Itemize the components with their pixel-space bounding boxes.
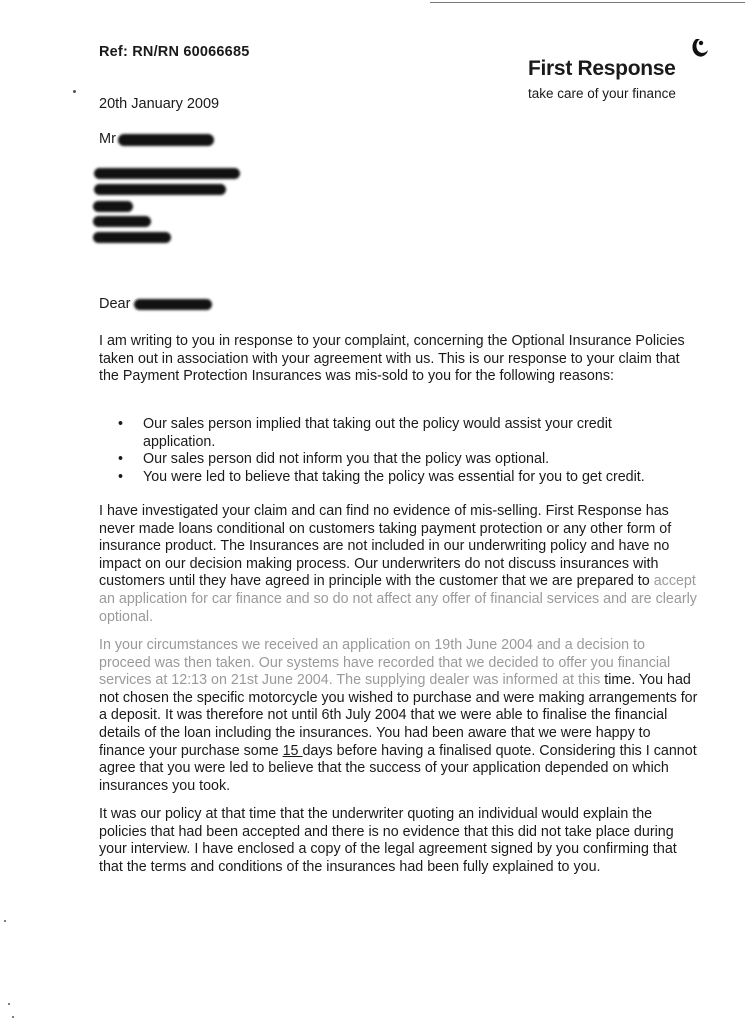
circumstances-text-faded: In your circumstances we received an application on 19th June 2004 and a decision to proceed was then taken. Our systems have recorded that we decided to offer you financial services at 12:13 on 21st June 2004. The supplying dealer was informed at this bbox=[99, 637, 671, 689]
complaint-reasons-list bbox=[118, 416, 678, 486]
intro-paragraph: I am writing to you in response to your complaint, concerning the Optional Insurance Policies taken out in association with your agreement with us. This is our response to your claim that the Payment Protection Insurances was mis-sold to you for the following reasons: bbox=[99, 333, 685, 385]
list-item: • You were led to believe that taking the policy was essential for you to get credit. bbox=[118, 469, 678, 487]
redacted-address-line bbox=[93, 232, 171, 243]
scan-speck bbox=[73, 90, 76, 93]
circumstances-text: time. You had not chosen the specific motorcycle you wished to purchase and were making arrangements for a deposit. It was therefore not until 6th July 2004 that we were able to finalise the financial details of the loan including the insurances. You had been aware that we were happy to finance your purchase some bbox=[99, 672, 698, 759]
circumstances-paragraph bbox=[99, 637, 699, 795]
reference-number: Ref: RN/RN 60066685 bbox=[99, 44, 250, 60]
scan-speck bbox=[8, 1003, 10, 1005]
redacted-address-line bbox=[93, 201, 133, 212]
policy-paragraph: It was our policy at that time that the underwriter quoting an individual would explain the policies that had been accepted and there is no evidence that this did not take place during your interview. I have enclosed a copy of the legal agreement signed by you confirming that that the terms and conditions of the insurances had been fully explained to you. bbox=[99, 806, 677, 875]
investigation-text-faded: accept an application for car finance and so do not affect any offer of financial services and are clearly optional. bbox=[99, 573, 697, 625]
company-tagline: take care of your finance bbox=[528, 86, 676, 101]
list-item: • Our sales person implied that taking out the policy would assist your credit application. bbox=[118, 416, 678, 451]
scan-edge bbox=[430, 2, 745, 3]
letter-date: 20th January 2009 bbox=[99, 96, 220, 112]
investigation-text: I have investigated your claim and can find no evidence of mis-selling. First Response has never made loans conditional on customers taking payment protection or any other form of insurance product. The Insurances are not included in our underwriting policy and have no impact on our decision making process. Our underwriters do not discuss insurances with customers until they have agreed in principle with the customer that we are prepared to bbox=[99, 503, 672, 590]
redacted-address-line bbox=[94, 168, 240, 179]
redacted-salutation-name bbox=[134, 299, 212, 310]
company-name: First Response bbox=[528, 57, 676, 80]
redacted-name bbox=[118, 134, 214, 146]
redacted-address-line bbox=[93, 216, 151, 227]
circumstances-text-end: days before having a finalised quote. Considering this I cannot agree that you were led to believe that the success of your application depended on which insurances you took. bbox=[99, 742, 697, 794]
scan-speck bbox=[4, 920, 6, 922]
list-item: • Our sales person did not inform you that the policy was optional. bbox=[118, 451, 678, 469]
salutation-dear: Dear bbox=[99, 296, 131, 312]
scan-speck bbox=[12, 1016, 14, 1018]
investigation-paragraph bbox=[99, 503, 699, 626]
redacted-address-line bbox=[94, 184, 226, 195]
underlined-days: 15 bbox=[282, 742, 303, 759]
crescent-logo-icon bbox=[687, 37, 709, 59]
recipient-prefix: Mr bbox=[99, 131, 116, 147]
